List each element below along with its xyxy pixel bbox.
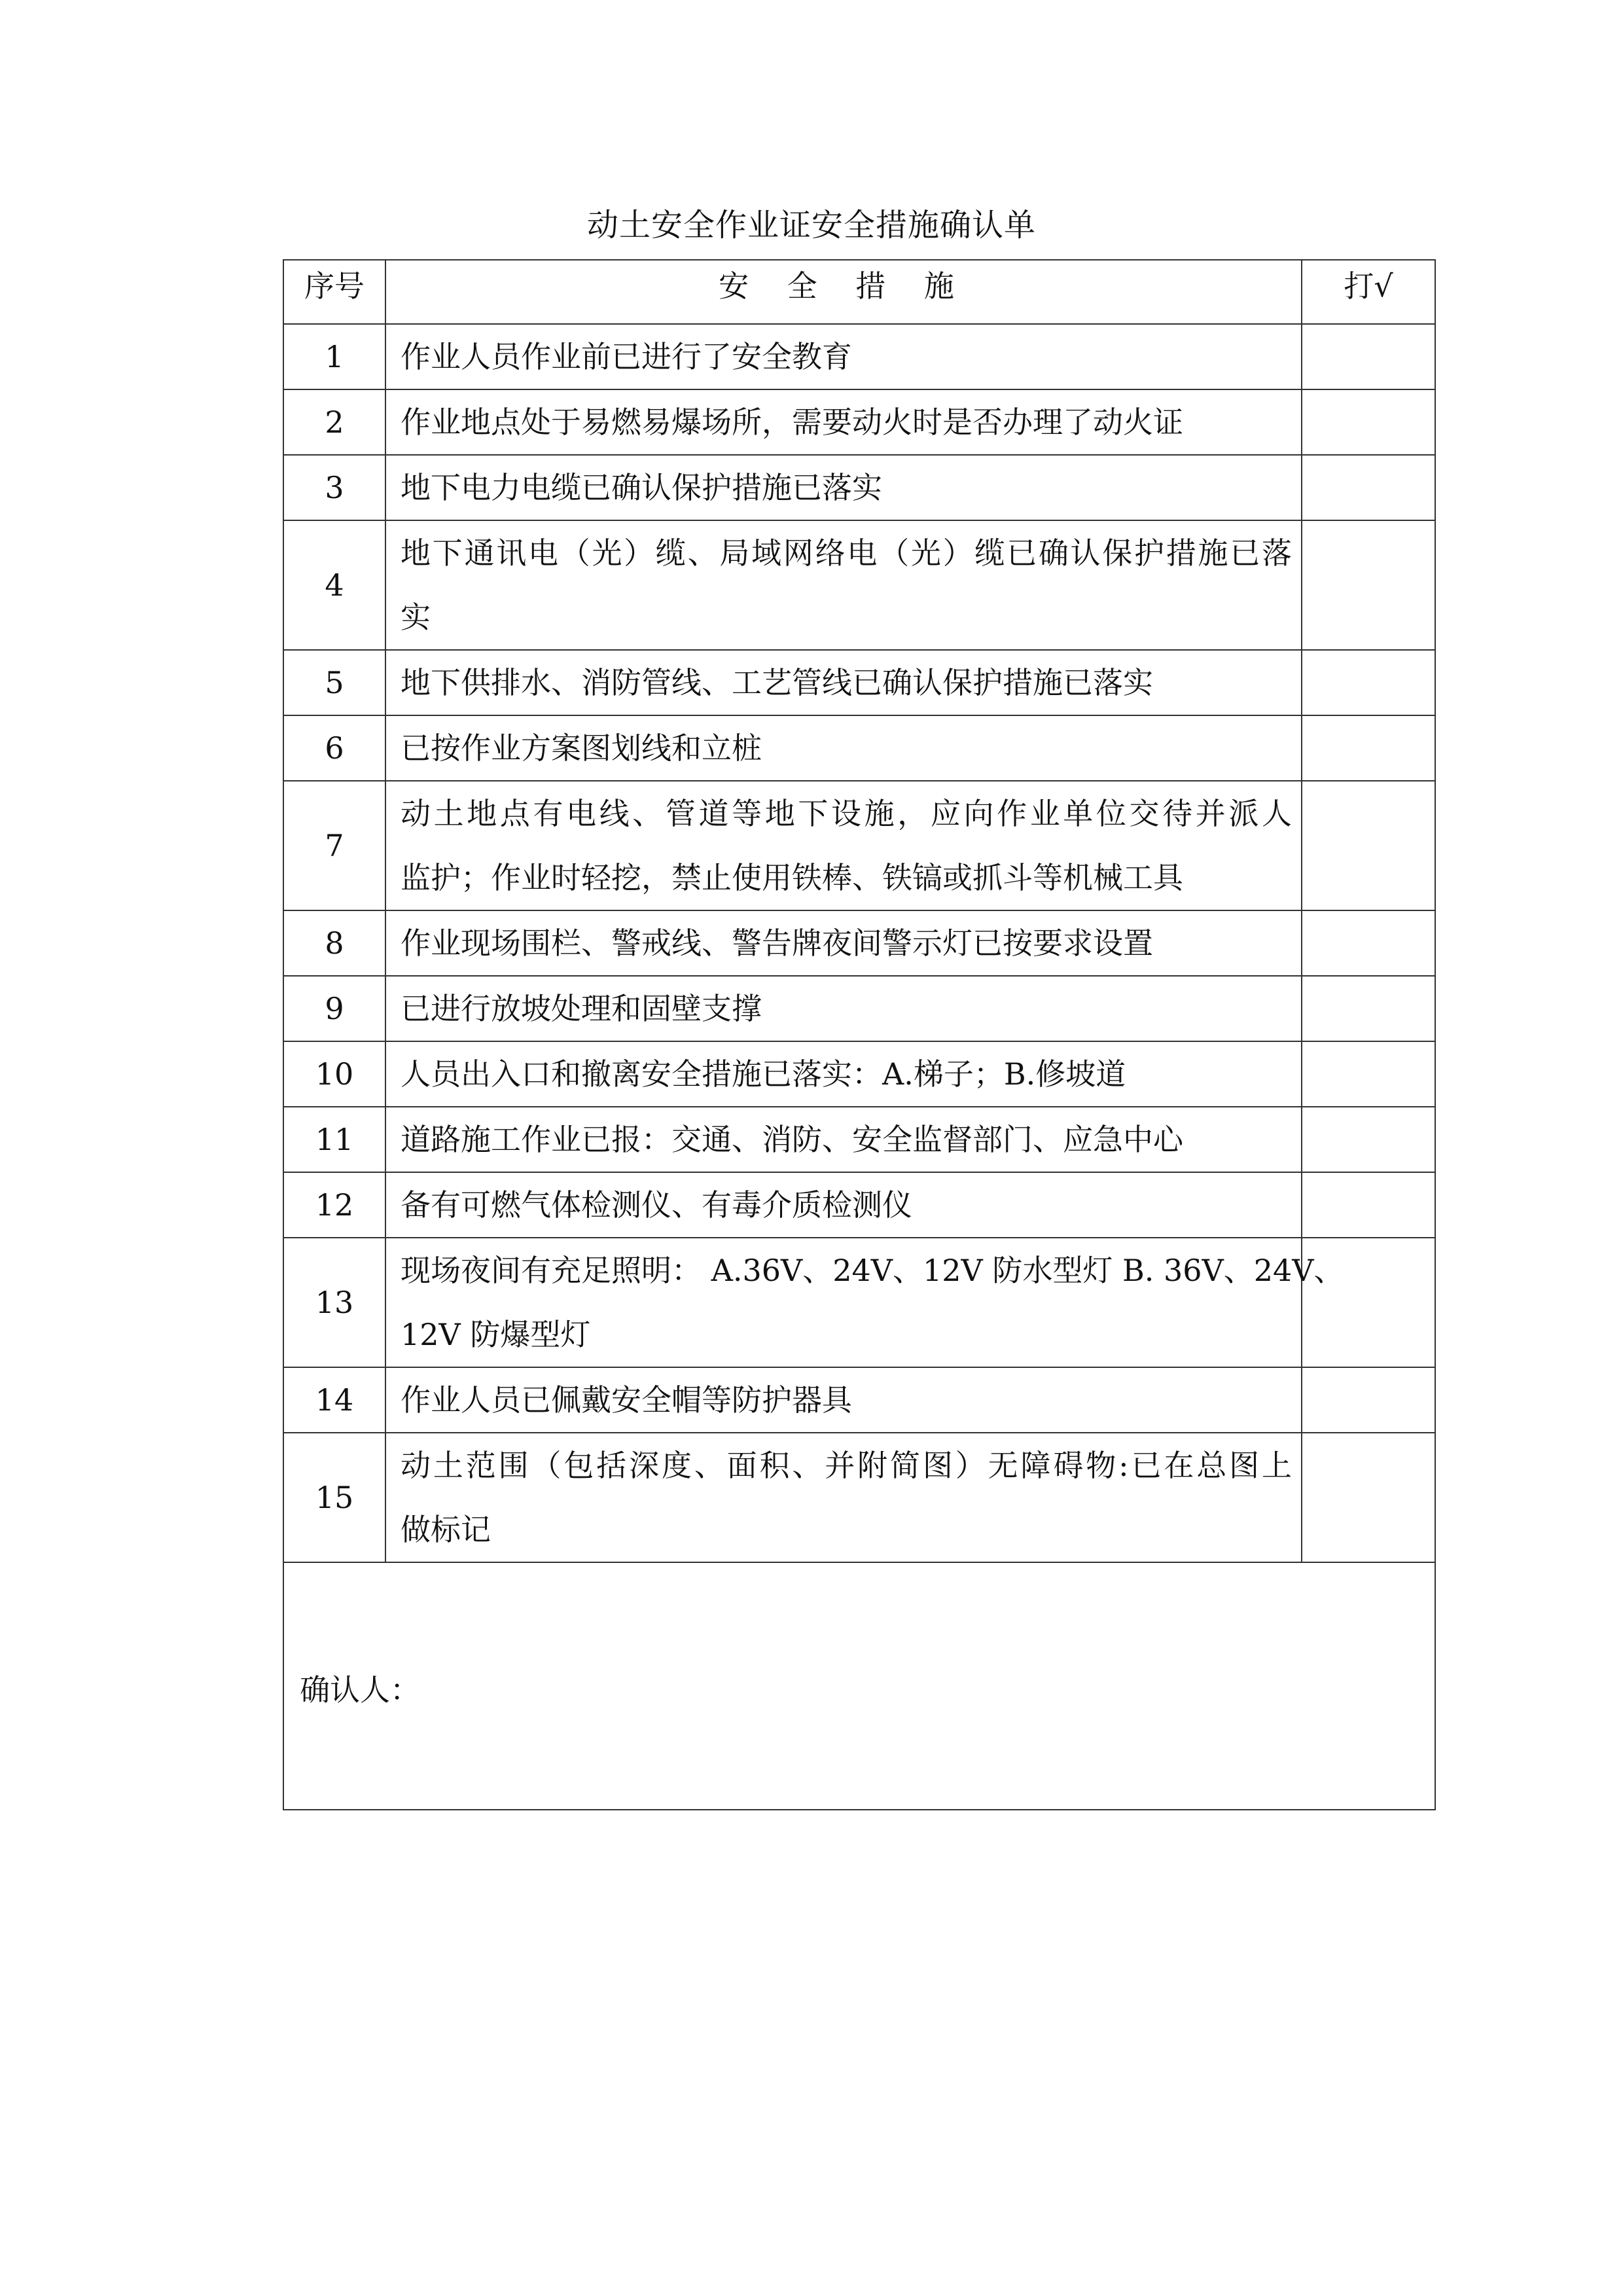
measure-text-line: 动土范围（包括深度、面积、并附简图）无障碍物:已在总图上 — [401, 1448, 1292, 1483]
row-check-box[interactable] — [1302, 650, 1435, 715]
row-serial-number: 1 — [283, 324, 385, 389]
row-check-box[interactable] — [1302, 910, 1435, 976]
table-row — [283, 1433, 1435, 1562]
confirmer-label: 确认人： — [300, 1672, 420, 1708]
row-safety-measure — [385, 781, 1302, 910]
row-check-box[interactable] — [1302, 520, 1435, 650]
row-check-box[interactable] — [1302, 455, 1435, 520]
document-title: 动土安全作业证安全措施确认单 — [586, 207, 1036, 243]
measure-text-line: 已进行放坡处理和固壁支撑 — [401, 991, 762, 1026]
row-check-box[interactable] — [1302, 1107, 1435, 1172]
row-check-box[interactable] — [1302, 976, 1435, 1041]
measure-text-line: 地下电力电缆已确认保护措施已落实 — [401, 470, 882, 505]
row-safety-measure — [385, 650, 1302, 715]
header-safety-measures: 安 全 措 施 — [385, 260, 1302, 324]
safety-measures-table — [283, 259, 1436, 1810]
row-safety-measure — [385, 1238, 1344, 1367]
measure-text-line: 作业人员作业前已进行了安全教育 — [401, 339, 852, 374]
row-check-box[interactable] — [1302, 1367, 1435, 1433]
confirmation-row — [283, 1562, 1435, 1810]
row-serial-number: 14 — [283, 1367, 385, 1433]
confirmation-cell[interactable] — [283, 1562, 1435, 1810]
header-serial-number: 序号 — [283, 260, 385, 324]
row-serial-number: 12 — [283, 1172, 385, 1238]
row-safety-measure — [385, 976, 1302, 1041]
row-serial-number: 15 — [283, 1433, 385, 1562]
table-header-row — [283, 260, 1435, 324]
measure-text-line: 12V 防爆型灯 — [401, 1317, 591, 1352]
measure-text-line: 地下通讯电（光）缆、局域网络电（光）缆已确认保护措施已落 — [401, 535, 1292, 571]
table-row — [283, 520, 1435, 650]
row-safety-measure — [385, 1433, 1302, 1562]
measure-text-line: 监护；作业时轻挖，禁止使用铁棒、铁镐或抓斗等机械工具 — [401, 860, 1183, 895]
row-check-box[interactable] — [1302, 324, 1435, 389]
row-safety-measure — [385, 520, 1302, 650]
measure-text-line: 现场夜间有充足照明： A.36V、24V、12V 防水型灯 B. 36V、24V、 — [401, 1253, 1344, 1288]
table-row — [283, 1367, 1435, 1433]
row-serial-number: 13 — [283, 1238, 385, 1367]
measure-text-line: 作业人员已佩戴安全帽等防护器具 — [401, 1382, 852, 1418]
row-check-box[interactable] — [1302, 1433, 1435, 1562]
row-safety-measure — [385, 715, 1302, 781]
row-serial-number: 2 — [283, 389, 385, 455]
row-serial-number: 4 — [283, 520, 385, 650]
table-row — [283, 1041, 1435, 1107]
row-serial-number: 11 — [283, 1107, 385, 1172]
row-safety-measure — [385, 1367, 1302, 1433]
row-serial-number: 9 — [283, 976, 385, 1041]
table-row — [283, 781, 1435, 910]
row-safety-measure — [385, 389, 1302, 455]
measure-text-line: 作业地点处于易燃易爆场所，需要动火时是否办理了动火证 — [401, 404, 1183, 440]
measure-text-line: 备有可燃气体检测仪、有毒介质检测仪 — [401, 1187, 912, 1223]
measure-text-line: 实 — [401, 600, 431, 635]
measure-text-line: 做标记 — [401, 1512, 491, 1547]
row-serial-number: 7 — [283, 781, 385, 910]
row-safety-measure — [385, 1041, 1302, 1107]
header-check-mark: 打√ — [1302, 260, 1435, 324]
row-check-box[interactable] — [1302, 1041, 1435, 1107]
row-check-box[interactable] — [1302, 1172, 1435, 1238]
table-row — [283, 1172, 1435, 1238]
row-check-box[interactable] — [1302, 389, 1435, 455]
row-check-box[interactable] — [1302, 715, 1435, 781]
table-row — [283, 1238, 1435, 1367]
row-safety-measure — [385, 1107, 1302, 1172]
measure-text-line: 人员出入口和撤离安全措施已落实：A.梯子；B.修坡道 — [401, 1056, 1126, 1092]
table-row — [283, 1107, 1435, 1172]
measure-text-line: 道路施工作业已报：交通、消防、安全监督部门、应急中心 — [401, 1122, 1183, 1157]
table-row — [283, 650, 1435, 715]
table-row — [283, 910, 1435, 976]
table-row — [283, 389, 1435, 455]
row-serial-number: 6 — [283, 715, 385, 781]
row-serial-number: 8 — [283, 910, 385, 976]
row-safety-measure — [385, 1172, 1302, 1238]
table-row — [283, 324, 1435, 389]
table-row — [283, 455, 1435, 520]
measure-text-line: 作业现场围栏、警戒线、警告牌夜间警示灯已按要求设置 — [401, 925, 1153, 961]
measure-text-line: 已按作业方案图划线和立桩 — [401, 730, 762, 766]
row-safety-measure — [385, 324, 1302, 389]
table-row — [283, 715, 1435, 781]
table-body — [283, 260, 1435, 1810]
row-check-box[interactable] — [1302, 781, 1435, 910]
row-serial-number: 10 — [283, 1041, 385, 1107]
measure-text-line: 地下供排水、消防管线、工艺管线已确认保护措施已落实 — [401, 665, 1153, 700]
row-serial-number: 3 — [283, 455, 385, 520]
table-row — [283, 976, 1435, 1041]
row-serial-number: 5 — [283, 650, 385, 715]
row-safety-measure — [385, 910, 1302, 976]
measure-text-line: 动土地点有电线、管道等地下设施，应向作业单位交待并派人 — [401, 796, 1292, 831]
row-safety-measure — [385, 455, 1302, 520]
